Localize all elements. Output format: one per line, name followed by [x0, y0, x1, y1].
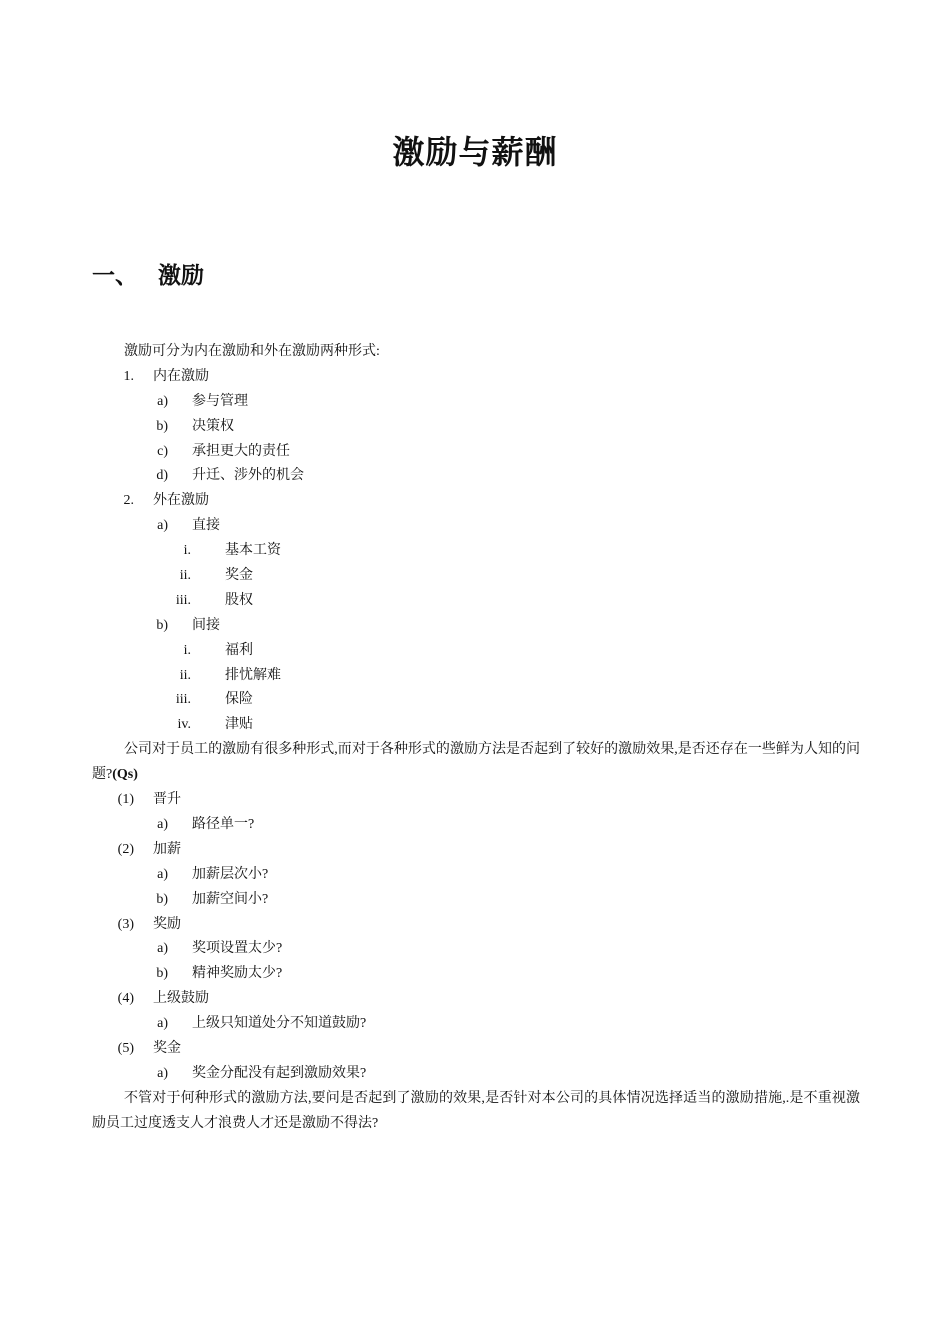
list-marker: b) — [156, 966, 168, 982]
questions-paragraph-text: 公司对于员工的激励有很多种形式,而对于各种形式的激励方法是否起到了较好的激励效果,是否还存在一些鲜为人知的问题? — [92, 742, 860, 783]
list-item-text: 加薪空间小? — [192, 891, 269, 907]
question-item — [92, 838, 860, 863]
list-marker: a) — [157, 1065, 168, 1081]
list-marker: d) — [156, 468, 168, 484]
list-marker: iii. — [175, 592, 191, 608]
list-item-text: 加薪层次小? — [192, 866, 269, 882]
list-item-text: 奖励 — [153, 916, 181, 932]
outline-item — [92, 564, 860, 589]
list-marker: iv. — [177, 717, 191, 733]
list-item-text: 直接 — [192, 518, 220, 534]
questions-paragraph-tag: (Qs) — [112, 767, 138, 783]
list-marker: a) — [157, 866, 168, 882]
list-marker: a) — [157, 816, 168, 832]
list-item-text: 奖金分配没有起到激励效果? — [192, 1065, 367, 1081]
list-marker: a) — [157, 941, 168, 957]
section-number: 一、 — [92, 263, 138, 289]
outline-item — [92, 589, 860, 614]
section-heading — [92, 256, 204, 296]
question-item — [92, 1012, 860, 1037]
outline-item — [92, 390, 860, 415]
list-marker: a) — [157, 1016, 168, 1032]
final-paragraph: 不管对于何种形式的激励方法,要问是否起到了激励的效果,是否针对本公司的具体情况选择适当的激励措施,.是不重视激励员工过度透支人才浪费人才还是激励不得法? — [92, 1090, 860, 1131]
list-marker: b) — [156, 891, 168, 907]
outline-item — [92, 614, 860, 639]
question-item — [92, 1037, 860, 1062]
list-marker: 2. — [123, 493, 134, 509]
question-item — [92, 987, 860, 1012]
list-marker: i. — [183, 642, 191, 658]
list-item-text: 承担更大的责任 — [192, 443, 290, 459]
question-item — [92, 962, 860, 987]
outline-item — [92, 664, 860, 689]
list-item-text: 基本工资 — [225, 543, 281, 559]
list-marker: (4) — [117, 991, 134, 1007]
list-item-text: 奖金 — [225, 568, 253, 584]
list-marker: b) — [156, 418, 168, 434]
question-item — [92, 937, 860, 962]
list-item-text: 决策权 — [192, 418, 234, 434]
questions-list — [92, 788, 860, 1087]
list-item-text: 精神奖励太少? — [192, 966, 283, 982]
list-marker: (5) — [117, 1040, 134, 1056]
list-item-text: 股权 — [225, 592, 253, 608]
list-marker: ii. — [179, 568, 191, 584]
section-title: 激励 — [158, 263, 204, 289]
outline-item — [92, 514, 860, 539]
outline-item — [92, 440, 860, 465]
list-item-text: 晋升 — [153, 792, 181, 808]
list-item-text: 外在激励 — [153, 493, 209, 509]
list-marker: 1. — [123, 368, 134, 384]
list-item-text: 奖项设置太少? — [192, 941, 283, 957]
list-item-text: 上级鼓励 — [153, 991, 209, 1007]
list-item-text: 排忧解难 — [225, 667, 281, 683]
list-item-text: 升迁、涉外的机会 — [192, 468, 304, 484]
outline-list — [92, 365, 860, 738]
list-item-text: 上级只知道处分不知道鼓励? — [192, 1016, 367, 1032]
list-item-text: 间接 — [192, 617, 220, 633]
list-marker: b) — [156, 617, 168, 633]
list-marker: c) — [157, 443, 168, 459]
list-marker: i. — [183, 543, 191, 559]
document-title: 激励与薪酬 — [392, 133, 558, 171]
list-item-text: 加薪 — [153, 841, 181, 857]
question-item — [92, 1062, 860, 1087]
section-body — [92, 340, 860, 1137]
list-item-text: 保险 — [225, 692, 253, 708]
question-item — [92, 913, 860, 938]
outline-item — [92, 688, 860, 713]
question-item — [92, 813, 860, 838]
list-marker: iii. — [175, 692, 191, 708]
outline-item — [92, 639, 860, 664]
list-marker: (3) — [117, 916, 134, 932]
list-item-text: 福利 — [225, 642, 253, 658]
question-item — [92, 863, 860, 888]
intro-paragraph: 激励可分为内在激励和外在激励两种形式: — [124, 344, 380, 359]
outline-item — [92, 415, 860, 440]
question-item — [92, 888, 860, 913]
list-item-text: 内在激励 — [153, 368, 209, 384]
list-marker: (1) — [117, 792, 134, 808]
list-marker: (2) — [117, 841, 134, 857]
list-marker: ii. — [179, 667, 191, 683]
outline-item — [92, 539, 860, 564]
outline-item — [92, 464, 860, 489]
list-item-text: 奖金 — [153, 1040, 181, 1056]
outline-item — [92, 489, 860, 514]
question-item — [92, 788, 860, 813]
list-item-text: 津贴 — [225, 717, 253, 733]
list-item-text: 参与管理 — [192, 393, 248, 409]
list-item-text: 路径单一? — [192, 816, 255, 832]
outline-item — [92, 365, 860, 390]
questions-paragraph — [92, 738, 860, 788]
outline-item — [92, 713, 860, 738]
list-marker: a) — [157, 393, 168, 409]
list-marker: a) — [157, 518, 168, 534]
